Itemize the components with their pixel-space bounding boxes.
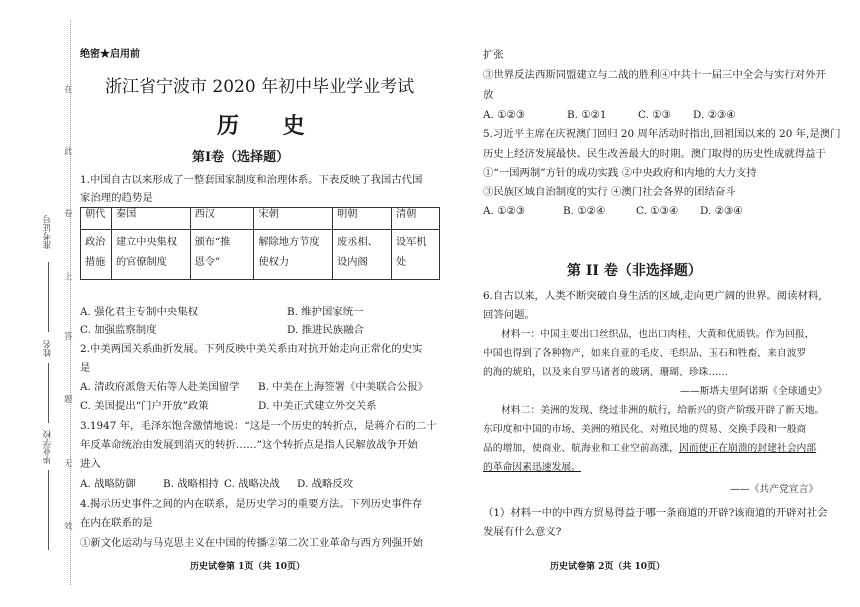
material-2-underlined: 的革命因素迅速发展。 <box>483 462 581 473</box>
seal-char: 答 <box>64 332 73 342</box>
cell-line: 政治 <box>85 237 106 248</box>
cell-line: 处 <box>395 257 407 268</box>
seal-char: 上 <box>64 272 73 282</box>
cell-line: 措施 <box>85 257 106 268</box>
material-1-text: 的海的琥珀，以及来自罗马诸者的玻璃、珊瑚、珍珠…… <box>483 367 728 378</box>
q3-option-b: B. 战略相持 <box>163 478 219 490</box>
cell-line: 恩令” <box>194 257 221 268</box>
cell-line: 的官僚制度 <box>115 257 167 268</box>
table-cell <box>333 230 392 280</box>
q2-option-d: D. 中美正式建立外交关系 <box>258 400 377 412</box>
q1-option-a: A. 强化君主专制中央集权 <box>80 306 199 318</box>
q3-option-c: C. 战略决战 <box>224 478 280 490</box>
q6-text: 回答问题。 <box>483 309 535 321</box>
material-2-underlined: 因而使正在崩溃的封建社会内部 <box>678 443 817 454</box>
q5-option-b: B. ①②④ <box>563 205 606 217</box>
q4-text: ①新文化运动与马克思主义在中国的传播②第二次工业革命与西方列强开始 <box>80 537 423 549</box>
q4-option-a: A. ①②③ <box>483 109 526 121</box>
subject-title: 历 史 <box>217 113 323 139</box>
table-cell: 秦国 <box>111 208 190 230</box>
history-table <box>80 207 440 280</box>
q1-option-d: D. 推进民族融合 <box>287 324 364 336</box>
q4-text: 扩张 <box>483 49 504 61</box>
q2-option-b: B. 中美在上海签署《中美联合公报》 <box>258 381 429 393</box>
table-cell: 宋朝 <box>254 208 333 230</box>
q3-option-d: D. 战略反攻 <box>297 478 354 490</box>
table-cell: 明朝 <box>333 208 392 230</box>
section-2-heading: 第 II 卷（非选择题） <box>567 263 702 279</box>
q6-text: 6.自古以来，人类不断突破自身生活的区域,走向更广阔的世界。阅读材料, <box>483 290 822 302</box>
material-2-text: 东印度和中国的市场、美洲的殖民化、对殖民地的贸易、交换手段和一般商 <box>483 424 807 435</box>
q3-option-a: A. 战略防御 <box>80 478 136 490</box>
seal-char: 题 <box>64 395 73 405</box>
material-1-text: 材料一：中国主要出口丝织品，也出口肉桂、大黄和优质铁。作为回报， <box>501 329 815 340</box>
exam-number-label: 准考证号 <box>43 215 53 249</box>
school-label: 毕业学校 <box>43 430 53 464</box>
name-label: 姓名 <box>43 340 53 357</box>
table-cell: 西汉 <box>190 208 254 230</box>
q4-option-b: B. ①②1 <box>567 109 607 121</box>
material-2-text <box>483 442 816 456</box>
seal-char: 效 <box>64 522 73 532</box>
table-cell <box>190 230 254 280</box>
q5-text: 历史上经济发展最快、民生改善最大的时期。澳门取得的历史性成就得益于 <box>483 148 826 160</box>
q2-text: 2.中美两国关系曲折发展。下列反映中美关系由对抗开始走向正常化的史实 <box>80 343 423 355</box>
cell-line: 废丞相、 <box>337 237 378 248</box>
seal-char: 此 <box>64 147 73 157</box>
q5-option-a: A. ①②③ <box>483 205 526 217</box>
table-row <box>81 208 440 230</box>
q4-text: 放 <box>483 89 494 101</box>
q2-option-a: A. 清政府派詹天佑等人赴美国留学 <box>80 381 240 393</box>
section-1-heading: 第Ⅰ卷（选择题） <box>192 150 290 165</box>
cell-line: 颁布“推 <box>194 237 231 248</box>
q5-text: ③民族区域自治制度的实行 ④澳门社会各界的团结奋斗 <box>483 186 736 198</box>
cell-line: 解除地方节度 <box>258 237 320 248</box>
q5-text: ①“一国两制”方针的成功实践 ②中央政府和内地的大力支持 <box>483 167 757 179</box>
q4-text: ③世界反法西斯同盟建立与二战的胜利④中共十一届三中全会与实行对外开 <box>483 69 826 81</box>
q1-option-c: C. 加强监察制度 <box>80 324 157 336</box>
q4-option-d: D. ②③④ <box>693 109 736 121</box>
cell-line: 设内阁 <box>337 257 368 268</box>
q6-sub1-text: （1）材料一中的中西方贸易得益于哪一条商道的开辟?该商道的开辟对社会 <box>483 507 828 519</box>
table-cell <box>391 230 439 280</box>
q3-text: 3.1947 年，毛泽东饱含激情地说：“这是一个历史的转折点，是蒋介石的二十 <box>80 420 437 432</box>
table-cell: 清朝 <box>391 208 439 230</box>
cell-line: 建立中央集权 <box>115 237 178 248</box>
confidential-mark: 绝密★启用前 <box>80 49 140 60</box>
q3-text: 进入 <box>80 458 101 470</box>
seal-char: 在 <box>64 85 73 95</box>
q4-text: 在内在联系的是 <box>80 517 153 529</box>
q1-text: 1.中国自古以来形成了一整套国家制度和治理体系。下表反映了我国古代国 <box>80 174 423 186</box>
table-cell <box>81 230 112 280</box>
material-1-text: 中国也得到了各种物产，如来自亚的毛皮、毛织品、玉石和牲畜，来自波罗 <box>483 348 807 359</box>
q5-option-c: C. ①③④ <box>636 205 679 217</box>
q2-option-c: C. 美国提出“门户开放”政策 <box>80 400 209 412</box>
seal-char: 无 <box>64 459 73 469</box>
material-2-text: 材料二：美洲的发现、绕过非洲的航行，给新兴的资产阶级开辟了新天地。 <box>501 405 825 416</box>
q2-text: 是 <box>80 362 91 374</box>
table-row <box>81 230 440 280</box>
page-right <box>440 0 860 607</box>
q5-text: 5.习近平主席在庆祝澳门回归 20 周年活动时指出,回祖国以来的 20 年,是澳门 <box>483 128 841 140</box>
q1-option-b: B. 维护国家统一 <box>287 306 364 318</box>
page-footer-right: 历史试卷第 2页（共 10页） <box>550 562 666 572</box>
q3-text: 年反革命统治由发展到消灭的转折……”这个转折点是指人民解放战争开始 <box>80 439 418 451</box>
table-cell <box>254 230 333 280</box>
q4-option-c: C. ①③ <box>638 109 671 121</box>
q6-sub1-text: 发展有什么意义? <box>483 526 562 538</box>
exam-title: 浙江省宁波市 2020 年初中毕业学业考试 <box>105 77 415 97</box>
q4-text: 4.揭示历史事件之间的内在联系，是历史学习的重要方法。下列历史事件存 <box>80 498 423 510</box>
cell-line: 设军机 <box>395 237 427 248</box>
table-cell: 朝代 <box>81 208 112 230</box>
page-footer-left: 历史试卷第 1页（共 10页） <box>190 562 306 572</box>
table-cell <box>111 230 190 280</box>
seal-char: 卷 <box>64 209 73 219</box>
material-2-source: ——《共产党宣言》 <box>730 484 819 495</box>
material-2-plain: 品的增加，使商业、航海业和工业空前高涨， <box>483 443 679 454</box>
q1-text: 家治理的趋势是 <box>80 192 153 204</box>
cell-line: 使权力 <box>258 257 290 268</box>
material-1-source: ——斯塔夫里阿诺斯《全球通史》 <box>680 386 827 397</box>
q5-option-d: D. ②③④ <box>700 205 743 217</box>
